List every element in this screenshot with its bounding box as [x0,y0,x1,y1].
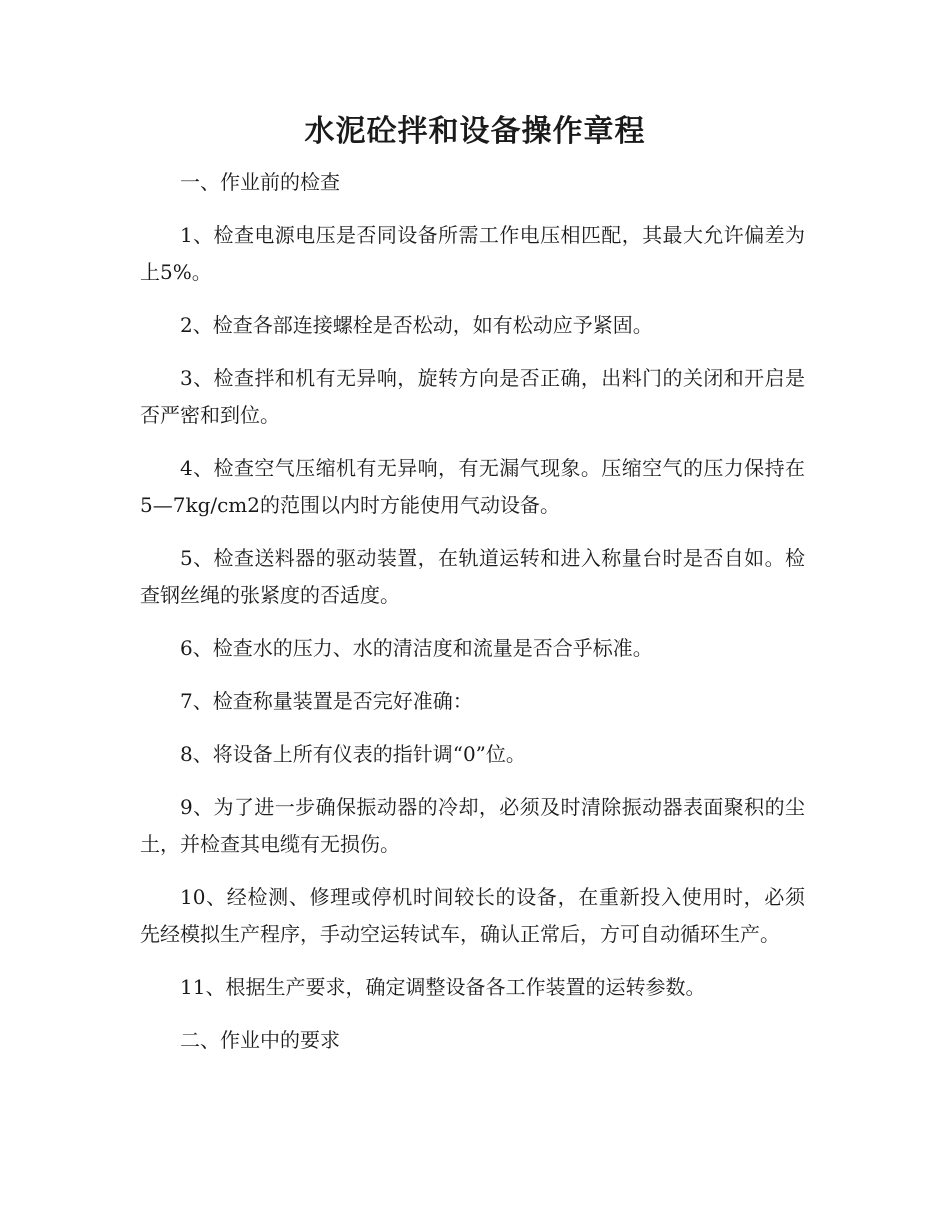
section-heading-during-operation: 二、作业中的要求 [180,1028,340,1052]
document-body [140,164,805,1075]
paragraph-item-1: 1、检查电源电压是否同设备所需工作电压相匹配，其最大允许偏差为上5%。 [140,223,805,284]
paragraph-item-2: 2、检查各部连接螺栓是否松动，如有松动应予紧固。 [180,313,653,337]
paragraph-item-4: 4、检查空气压缩机有无异响，有无漏气现象。压缩空气的压力保持在5—7kg/cm2的范围以内时方能使用气动设备。 [140,456,805,517]
section-heading-pre-operation-check: 一、作业前的检查 [180,170,340,194]
paragraph-item-11: 11、根据生产要求，确定调整设备各工作装置的运转参数。 [180,975,706,999]
paragraph-item-7: 7、检查称量装置是否完好准确： [180,689,473,713]
paragraph-item-5: 5、检查送料器的驱动装置，在轨道运转和进入称量台时是否自如。检查钢丝绳的张紧度的否适度。 [140,546,805,607]
paragraph-item-3: 3、检查拌和机有无异响，旋转方向是否正确，出料门的关闭和开启是否严密和到位。 [140,366,805,427]
paragraph-item-8: 8、将设备上所有仪表的指针调“0”位。 [180,742,526,766]
document-title: 水泥砼拌和设备操作章程 [304,114,646,149]
paragraph-item-9: 9、为了进一步确保振动器的冷却，必须及时清除振动器表面聚积的尘土，并检查其电缆有无损伤。 [140,795,805,856]
paragraph-item-10: 10、经检测、修理或停机时间较长的设备，在重新投入使用时，必须先经模拟生产程序，手动空运转试车，确认正常后，方可自动循环生产。 [140,885,805,946]
paragraph-item-6: 6、检查水的压力、水的清洁度和流量是否合乎标准。 [180,636,653,660]
